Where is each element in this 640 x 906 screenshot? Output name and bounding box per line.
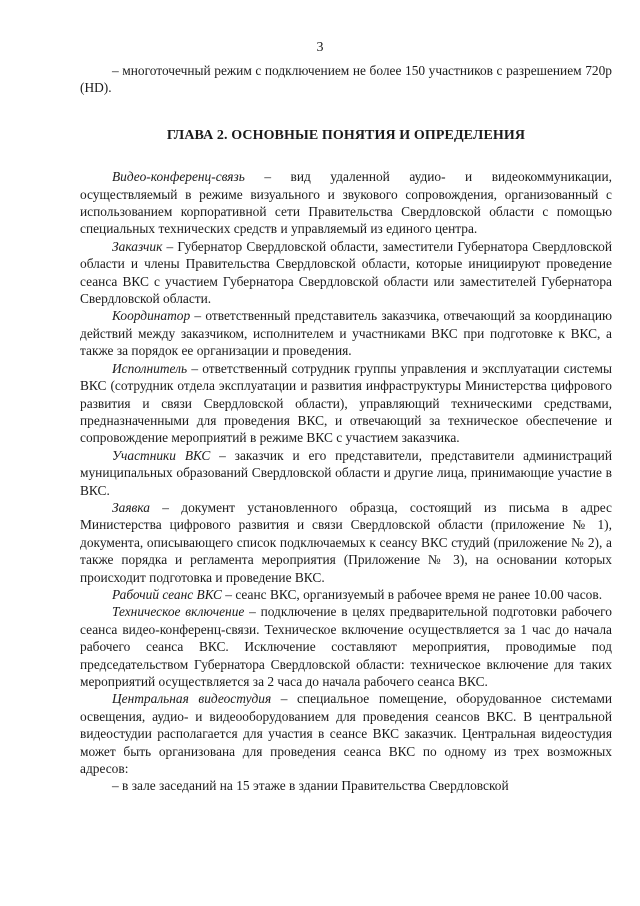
definition-term: Исполнитель: [112, 360, 188, 376]
definition-paragraph: [80, 447, 612, 499]
definition-text: – ответственный сотрудник группы управления и эксплуатации системы ВКС (сотрудник отдела эксплуатации и развития инфраструктуры Министерства цифрового развития и связи Свердловской области), управляющий техническими средствами, предназначенными для проведения ВКС, и отвечающий за техническое обеспечение и сопровождение мероприятий в режиме ВКС с участием заказчика.: [80, 360, 612, 446]
definition-paragraph: [80, 690, 612, 777]
definition-term: Координатор: [112, 308, 191, 324]
definition-paragraph: [80, 603, 612, 690]
definition-text: – Губернатор Свердловской области, заместители Губернатора Свердловской области и члены Правительства Свердловской области, которые инициируют проведение сеанса ВКС с участием Губернатора Свердловской области или заместителей Губернатора Свердловской области.: [80, 238, 612, 307]
definition-term: Заказчик: [112, 238, 163, 254]
page-number: 3: [316, 40, 324, 55]
definition-text: – вид удаленной аудио- и видеокоммуникации, осуществляемый в режиме визуального и звукового сопровождения, организованный с использованием корпоративной сети Правительства Свердловской области с помощью специальных технических средств и управляемый из единого центра.: [80, 169, 612, 237]
definition-term: Центральная видеостудия: [112, 691, 272, 707]
definition-paragraph: [80, 307, 612, 359]
definition-text: – подключение в целях предварительной подготовки рабочего сеанса видео-конференц-связи. Техническое включение осуществляется за 1 час до начала рабочего сеанса ВКС. Исключение составляют мероприятия, проводимые под председательством Губернатора Свердловской области: техническое включение для таких мероприятий осуществляется за 2 часа до начала рабочего сеанса ВКС.: [80, 604, 612, 689]
address-list-item: – в зале заседаний на 15 этаже в здании Правительства Свердловской: [112, 778, 509, 794]
definition-text: – сеанс ВКС, организуемый в рабочее время не ранее 10.00 часов.: [221, 586, 603, 602]
definition-paragraph: [80, 168, 612, 238]
definition-term: Заявка: [112, 499, 150, 515]
definition-term: Рабочий сеанс ВКС: [112, 586, 222, 602]
definition-text: – документ установленного образца, состоящий из письма в адрес Министерства цифрового развития и связи Свердловской области (приложение № 1), документа, описывающего список подключаемых к сеансу ВКС студий (приложение № 2), а также порядка и регламента мероприятия (Приложение № 3), на основании которых происходит подготовка и проведение ВКС.: [80, 499, 612, 585]
definition-term: Участники ВКС: [112, 447, 211, 463]
definition-term: Видео-конференц-связь: [112, 169, 245, 185]
definition-paragraph: [80, 360, 612, 447]
definition-paragraph: [80, 586, 612, 603]
definition-paragraph: [80, 499, 612, 586]
definition-text: – ответственный представитель заказчика, отвечающий за координацию действий между заказчиком, исполнителем и участниками ВКС при подготовке к ВКС, а также за порядок ее организации и проведения.: [80, 308, 612, 359]
intro-paragraph: – многоточечный режим с подключением не более 150 участников с разрешением 720р (HD).: [80, 63, 612, 96]
definition-term: Техническое включение: [112, 604, 245, 620]
chapter-heading: ГЛАВА 2. ОСНОВНЫЕ ПОНЯТИЯ И ОПРЕДЕЛЕНИЯ: [166, 127, 526, 143]
definition-text: – специальное помещение, оборудованное системами освещения, аудио- и видеооборудованием для проведения сеансов ВКС. В центральной видеостудии располагается для участия в сеансе ВКС заказчик. Центральная видеостудия может быть организована для проведения сеанса ВКС по одному из трех возможных адресов:: [80, 691, 612, 777]
definition-text: – заказчик и его представители, представители администраций муниципальных образований Свердловской области и другие лица, принимающие участие в ВКС.: [80, 447, 612, 498]
document-body: [80, 62, 612, 795]
definition-paragraph: [80, 238, 612, 308]
